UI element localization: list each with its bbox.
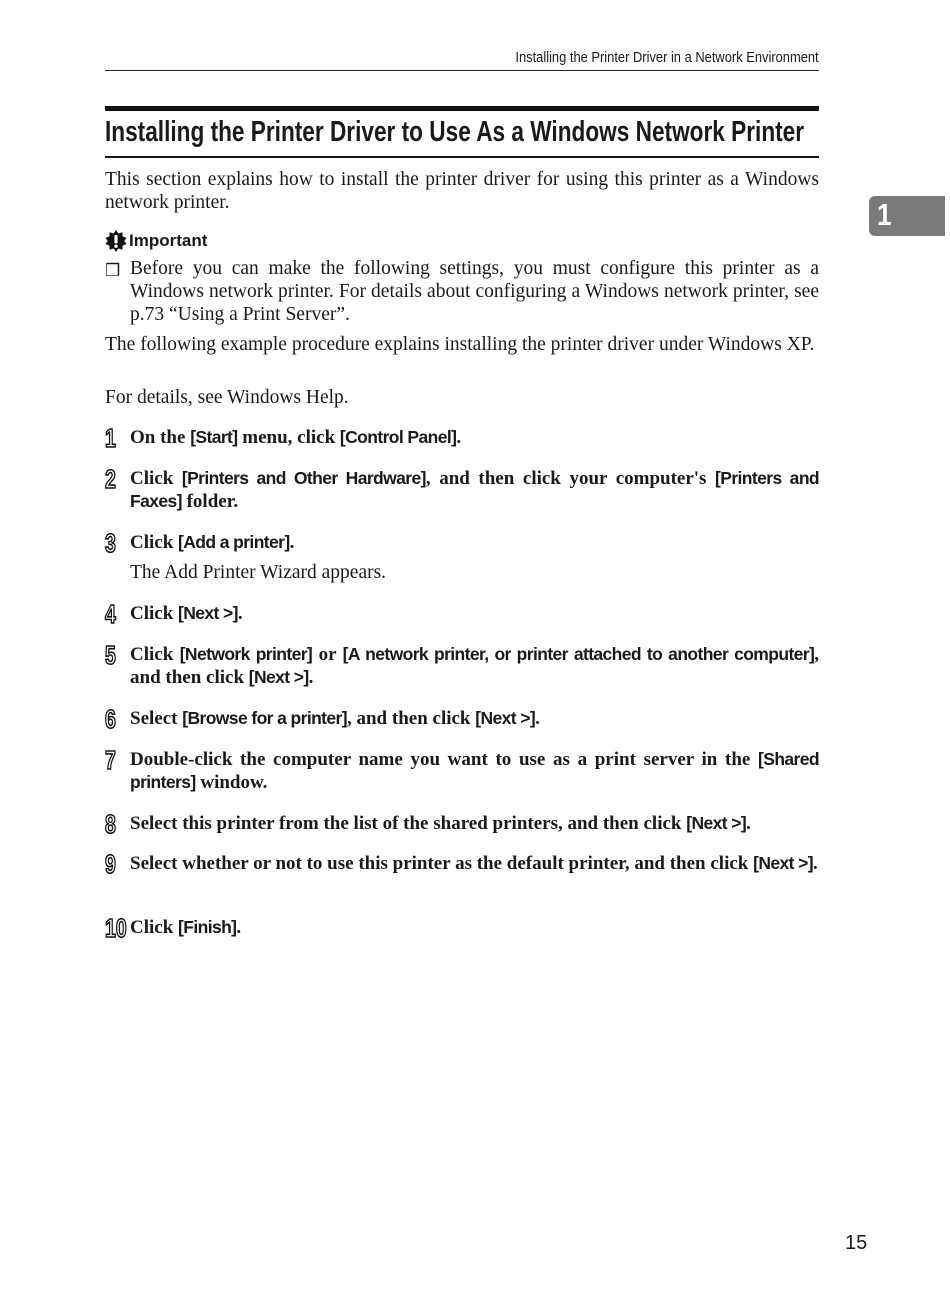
step-item — [105, 809, 819, 839]
step-text: , and then click — [346, 708, 476, 729]
step-number: 9 — [105, 849, 116, 879]
intro-paragraph: This section explains how to install the printer driver for using this printer as a Windows network printer. — [105, 169, 819, 213]
step-instruction — [130, 602, 819, 625]
step-ui-keyword: [Finish] — [178, 917, 237, 937]
step-text: Double-click the computer name you want to use as a print server in the — [130, 749, 759, 770]
step-text: Click — [130, 603, 179, 624]
step-number: 5 — [105, 640, 116, 670]
step-text: . — [535, 708, 540, 729]
step-text: . — [237, 603, 243, 624]
step-text: On the — [130, 427, 191, 448]
step-text: Click — [130, 532, 179, 553]
step-text: Click — [130, 917, 179, 938]
step-text: or — [312, 644, 343, 665]
step-item — [105, 849, 819, 879]
step-instruction — [130, 748, 819, 794]
important-badge-icon — [105, 230, 127, 252]
chapter-tab — [869, 196, 945, 236]
step-instruction — [130, 643, 819, 689]
step-ui-keyword: [Start] — [190, 427, 238, 447]
help-paragraph: For details, see Windows Help. — [105, 387, 349, 408]
step-item — [105, 464, 819, 513]
step-text: menu, click — [237, 427, 340, 448]
step-ui-keyword: [Browse for a printer] — [182, 708, 347, 728]
step-ui-keyword: [Add a printer] — [178, 532, 290, 552]
step-text: . — [456, 427, 462, 448]
step-text: . — [746, 813, 751, 834]
step-instruction — [130, 852, 819, 875]
step-ui-keyword: [A network printer, or printer attached to another computer] — [342, 644, 815, 664]
important-label: Important — [129, 231, 208, 250]
step-number: 4 — [105, 599, 116, 629]
running-header — [105, 49, 819, 66]
step-ui-keyword: [Control Panel] — [339, 427, 457, 447]
step-instruction — [130, 916, 819, 939]
running-header-text: Installing the Printer Driver in a Network Environment — [515, 49, 819, 66]
step-number: 8 — [105, 809, 116, 839]
step-number: 2 — [105, 464, 116, 494]
step-text: . — [289, 532, 295, 553]
section-title-text: Installing the Printer Driver to Use As a Windows Network Printer — [105, 116, 805, 148]
step-instruction — [130, 531, 819, 554]
important-note — [105, 257, 819, 326]
step-ui-keyword: [Printers and Other Hardware] — [181, 468, 426, 488]
step-text: folder. — [181, 491, 239, 512]
step-instruction — [130, 467, 819, 513]
step-number: 3 — [105, 528, 116, 558]
step-item — [105, 913, 819, 943]
step-text: . — [236, 917, 242, 938]
step-instruction — [130, 707, 819, 730]
step-text: window. — [195, 772, 268, 793]
title-bottom-rule — [105, 156, 819, 158]
step-text: Click — [130, 468, 182, 489]
step-result: The Add Printer Wizard appears. — [130, 562, 387, 583]
step-text: . — [813, 853, 818, 874]
step-text: Select whether or not to use this printer as the default printer, and then click — [130, 853, 754, 874]
step-item — [105, 528, 819, 584]
step-number: 10 — [105, 913, 127, 943]
step-instruction — [130, 426, 819, 449]
step-ui-keyword: [Next >] — [178, 603, 238, 623]
step-item — [105, 745, 819, 794]
step-instruction — [130, 812, 819, 835]
important-heading — [105, 230, 207, 252]
step-ui-keyword: [Next >] — [686, 813, 747, 833]
step-ui-keyword: [Next >] — [475, 708, 536, 728]
chapter-tab-number: 1 — [877, 197, 892, 232]
step-ui-keyword: [Next >] — [248, 667, 309, 687]
step-item — [105, 599, 819, 629]
step-item — [105, 640, 819, 689]
page-number: 15 — [845, 1232, 868, 1254]
step-text: . — [308, 667, 314, 688]
step-text: , and then click your computer's — [425, 468, 716, 489]
step-number: 7 — [105, 745, 116, 775]
step-text: Select this printer from the list of the shared printers, and then click — [130, 813, 687, 834]
step-ui-keyword: [Shared printers] — [130, 749, 819, 792]
important-note-text: Before you can make the following settings, you must configure this printer as a Windows network printer. For details about configuring a Windows network printer, see p.73 “Using a Print Server”. — [130, 258, 819, 325]
step-number: 1 — [105, 423, 116, 453]
step-text: , and then click — [130, 644, 819, 688]
step-number: 6 — [105, 704, 116, 734]
section-title — [105, 116, 950, 149]
step-text: Select — [130, 708, 183, 729]
step-item — [105, 423, 819, 453]
step-item — [105, 704, 819, 734]
example-paragraph: The following example procedure explains installing the printer driver under Windows XP. — [105, 334, 815, 355]
step-ui-keyword: [Network printer] — [179, 644, 313, 664]
step-ui-keyword: [Printers and Faxes] — [130, 468, 819, 511]
title-top-rule — [105, 106, 819, 111]
header-rule — [105, 70, 819, 71]
step-ui-keyword: [Next >] — [753, 853, 813, 873]
step-text: Click — [130, 644, 180, 665]
checkbox-bullet-icon: ❒ — [105, 261, 121, 280]
